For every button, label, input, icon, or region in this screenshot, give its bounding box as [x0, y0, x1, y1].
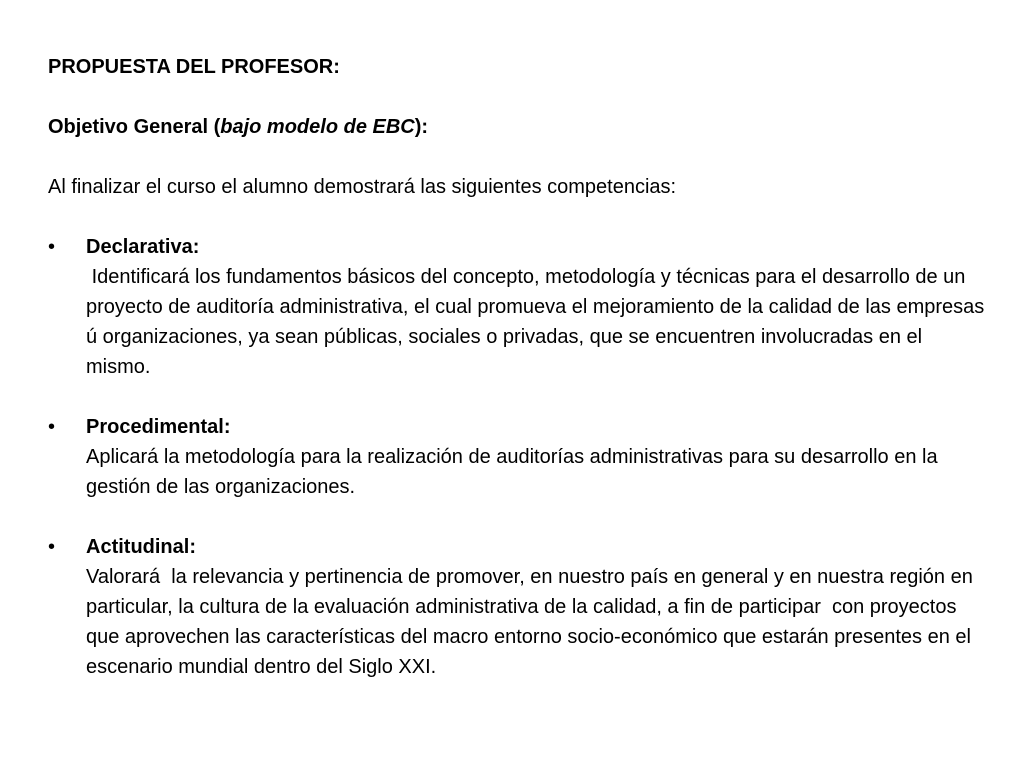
objective-line: [48, 112, 988, 142]
competency-text: Aplicará la metodología para la realización de auditorías administrativas para su desarrollo en la gestión de las organizaciones.: [86, 446, 938, 498]
competency-text: Valorará la relevancia y pertinencia de promover, en nuestro país en general y en nuestra región en particular, la cultura de la evaluación administrativa de la calidad, a fin de participar con proyectos que aprovechen las características del macro entorno socio-económico que estarán presentes en el escenario mundial dentro del Siglo XXI.: [86, 566, 979, 678]
competency-declarativa: [48, 232, 988, 382]
competency-title: Declarativa:: [86, 236, 200, 258]
competency-title: Actitudinal:: [86, 536, 196, 558]
objective-suffix: ):: [414, 116, 429, 138]
competency-text: Identificará los fundamentos básicos del concepto, metodología y técnicas para el desarrollo de un proyecto de auditoría administrativa, el cual promueva el mejoramiento de la calidad de las empresas ú organizaciones, ya sean públicas, sociales o privadas, que se encuentren involucradas en el mismo.: [86, 266, 990, 378]
slide-content: [48, 52, 988, 712]
competency-actitudinal: [48, 532, 988, 682]
competency-list: [48, 232, 988, 682]
bullet-icon: •: [48, 536, 56, 558]
competency-procedimental: [48, 412, 988, 502]
bullet-icon: •: [48, 416, 56, 438]
objective-emphasis: bajo modelo de EBC: [220, 116, 415, 138]
slide-heading: PROPUESTA DEL PROFESOR:: [48, 56, 340, 78]
bullet-icon: •: [48, 236, 56, 258]
objective-prefix: Objetivo General (: [48, 116, 221, 138]
intro-text: Al finalizar el curso el alumno demostrará las siguientes competencias:: [48, 176, 677, 198]
competency-title: Procedimental:: [86, 416, 231, 438]
